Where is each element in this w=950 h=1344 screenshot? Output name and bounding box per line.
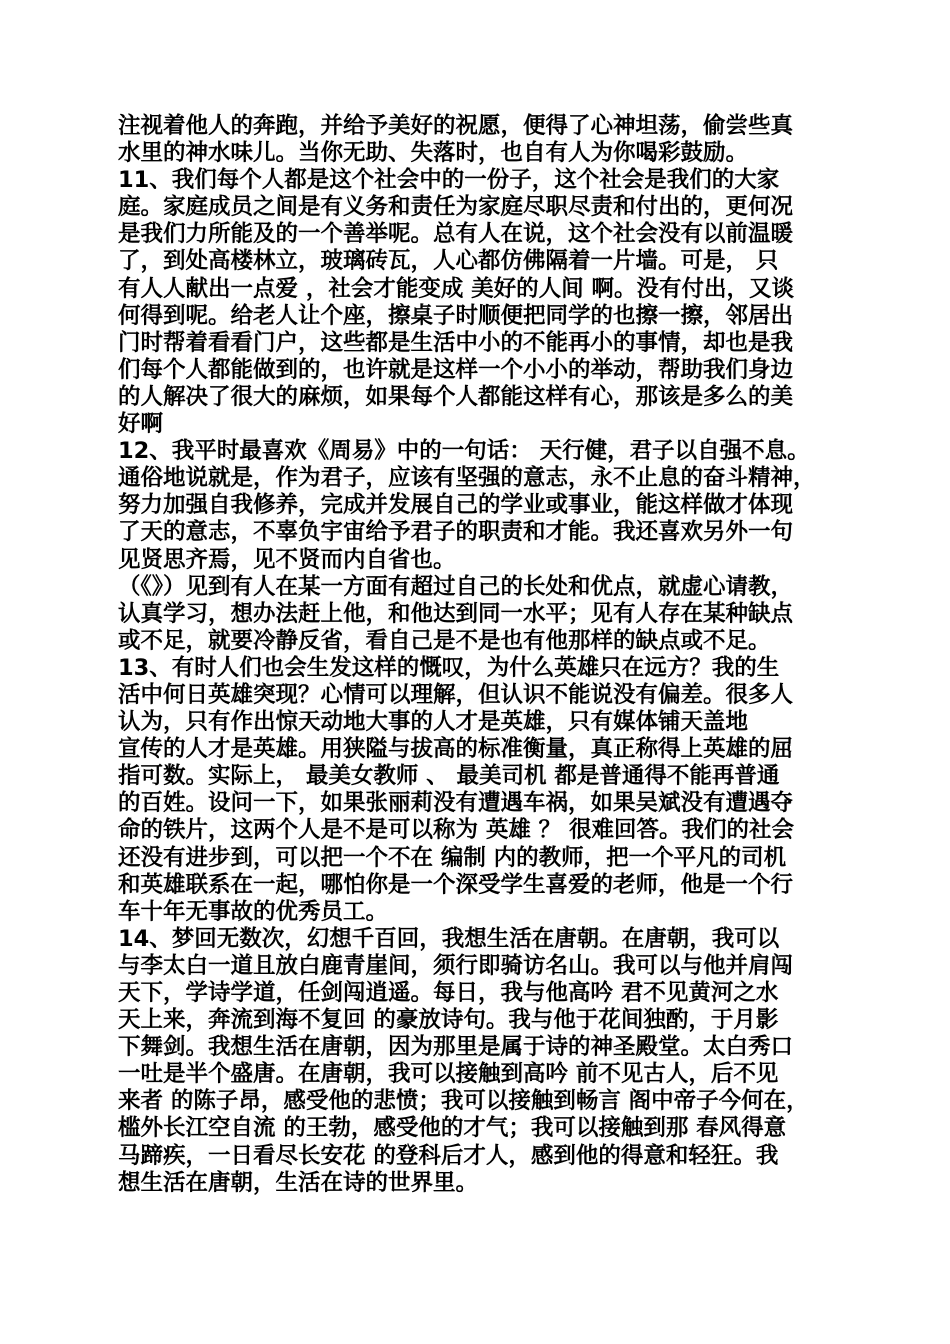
- text-line: （《》）见到有人在某一方面有超过自己的长处和优点，就虚心请教，: [118, 573, 794, 600]
- text-line: 活中何日英雄突现？心情可以理解，但认识不能说没有偏差。很多人: [118, 681, 794, 708]
- text-line: 注视着他人的奔跑，并给予美好的祝愿，便得了心神坦荡，偷尝些真: [118, 113, 794, 139]
- text-line: 何得到呢。给老人让个座，擦桌子时顺便把同学的也擦一擦，邻居出: [118, 302, 794, 329]
- text-line: 是我们力所能及的一个善举呢。总有人在说，这个社会没有以前温暖: [118, 221, 794, 248]
- text-line: 车十年无事故的优秀员工。: [118, 898, 389, 925]
- text-line: 庭。家庭成员之间是有义务和责任为家庭尽职尽责和付出的，更何况: [118, 194, 794, 221]
- text-line: 马蹄疾，一日看尽长安花 的登科后才人，感到他的得意和轻狂。我: [118, 1142, 779, 1169]
- text-line: 一吐是半个盛唐。在唐朝，我可以接触到高吟 前不见古人，后不见: [118, 1061, 779, 1088]
- text-line: 12、我平时最喜欢《周易》中的一句话： 天行健，君子以自强不息。: [118, 438, 810, 465]
- text-line: 门时帮着看看门户，这些都是生活中小的不能再小的事情，却也是我: [118, 329, 794, 356]
- text-line: 14、梦回无数次，幻想千百回，我想生活在唐朝。在唐朝，我可以: [118, 925, 780, 952]
- text-line: 好啊: [118, 411, 164, 438]
- text-line: 下舞剑。我想生活在唐朝，因为那里是属于诗的神圣殿堂。太白秀口: [118, 1034, 794, 1061]
- text-line: 认真学习，想办法赶上他，和他达到同一水平；见有人存在某种缺点: [118, 600, 794, 627]
- text-line: 了，到处高楼林立，玻璃砖瓦，人心都仿佛隔着一片墙。可是， 只: [118, 248, 779, 275]
- text-line: 的人解决了很大的麻烦，如果每个人都能这样有心，那该是多么的美: [118, 383, 794, 410]
- text-line: 认为，只有作出惊天动地大事的人才是英雄，只有媒体铺天盖地: [118, 709, 749, 736]
- text-line: 指可数。实际上， 最美女教师 、 最美司机 都是普通得不能再普通: [118, 763, 780, 790]
- text-line: 有人人献出一点爱 ，社会才能变成 美好的人间 啊。没有付出，又谈: [118, 275, 795, 302]
- text-line: 想生活在唐朝，生活在诗的世界里。: [118, 1169, 479, 1196]
- text-line: 命的铁片，这两个人是不是可以称为 英雄 ？ 很难回答。我们的社会: [118, 817, 795, 844]
- text-line: 与李太白一道且放白鹿青崖间，须行即骑访名山。我可以与他并肩闯: [118, 952, 794, 979]
- text-line: 通俗地说就是，作为君子，应该有坚强的意志，永不止息的奋斗精神，: [118, 465, 816, 492]
- text-line: 水里的神水味儿。当你无助、失落时，也自有人为你喝彩鼓励。: [118, 140, 749, 167]
- text-line: 宣传的人才是英雄。用狭隘与拔高的标准衡量，真正称得上英雄的屈: [118, 736, 794, 763]
- body-text: [118, 113, 850, 1197]
- text-line: 11、我们每个人都是这个社会中的一份子，这个社会是我们的大家: [118, 167, 780, 194]
- text-line: 和英雄联系在一起，哪怕你是一个深受学生喜爱的老师，他是一个行: [118, 871, 794, 898]
- text-line: 们每个人都能做到的，也许就是这样一个小小的举动，帮助我们身边: [118, 356, 794, 383]
- text-line: 见贤思齐焉，见不贤而内自省也。: [118, 546, 456, 573]
- text-line: 努力加强自我修养，完成并发展自己的学业或事业，能这样做才体现: [118, 492, 794, 519]
- text-line: 13、有时人们也会生发这样的慨叹，为什么英雄只在远方？我的生: [118, 654, 780, 681]
- text-line: 天上来，奔流到海不复回 的豪放诗句。我与他于花间独酌，于月影: [118, 1007, 779, 1034]
- text-line: 或不足，就要冷静反省，看自己是不是也有他那样的缺点或不足。: [118, 627, 771, 654]
- text-line: 天下，学诗学道，任剑闯逍遥。每日，我与他高吟 君不见黄河之水: [118, 980, 779, 1006]
- text-line: 的百姓。设问一下，如果张丽莉没有遭遇车祸，如果吴斌没有遭遇夺: [118, 790, 794, 817]
- text-line: 了天的意志，不辜负宇宙给予君子的职责和才能。我还喜欢另外一句: [118, 519, 794, 546]
- text-line: 来者 的陈子昂，感受他的悲愤；我可以接触到畅言 阁中帝子今何在，: [118, 1088, 809, 1115]
- text-line: 还没有进步到，可以把一个不在 编制 内的教师，把一个平凡的司机: [118, 844, 787, 871]
- text-line: 槛外长江空自流 的王勃，感受他的才气；我可以接触到那 春风得意: [118, 1115, 787, 1142]
